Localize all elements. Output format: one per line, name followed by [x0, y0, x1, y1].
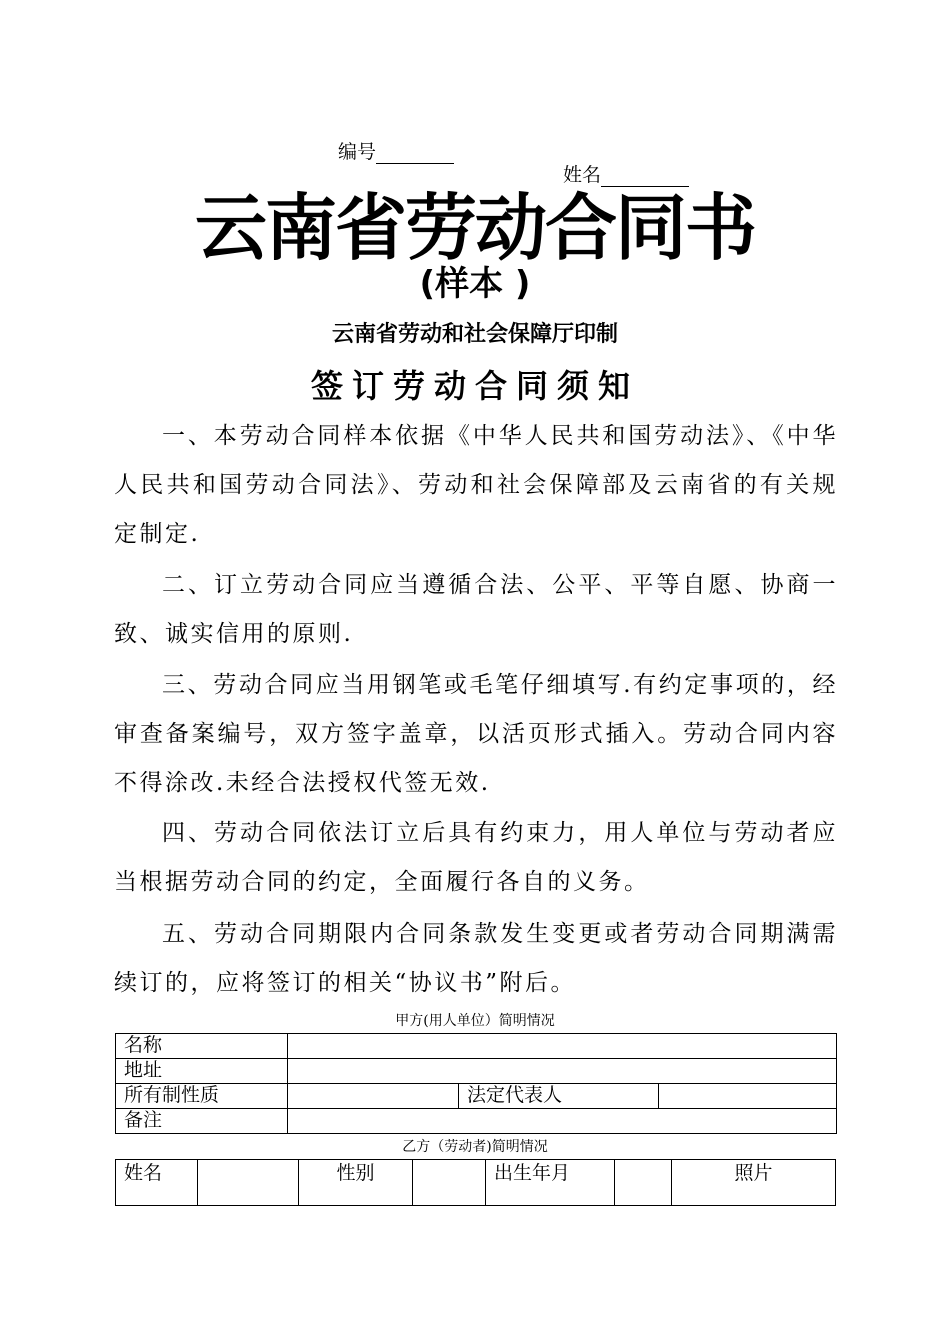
holder-name-blank[interactable] [601, 166, 689, 187]
party-b-birth-label: 出生年月 [486, 1160, 615, 1206]
party-a-address-label: 地址 [116, 1059, 288, 1084]
party-a-caption: 甲方(用人单位）简明情况 [395, 1013, 555, 1029]
party-b-gender-input[interactable] [413, 1160, 486, 1206]
party-a-ownership-input[interactable] [288, 1084, 459, 1109]
party-b-photo-label: 照片 [672, 1160, 836, 1206]
notice-paragraph: 四、劳动合同依法订立后具有约束力，用人单位与劳动者应当根据劳动合同的约定，全面履行各自的义务。 [114, 820, 838, 895]
party-a-name-input[interactable] [288, 1034, 837, 1059]
party-b-table [115, 1159, 836, 1206]
notice-paragraph: 五、劳动合同期限内合同条款发生变更或者劳动合同期满需续订的，应将签订的相关“协议书”附后。 [114, 921, 838, 996]
contract-number-field [338, 140, 454, 164]
table-row [116, 1160, 836, 1206]
holder-name-label: 姓名 [563, 164, 602, 186]
party-b-birth-input[interactable] [615, 1160, 672, 1206]
holder-name-field [563, 163, 689, 187]
party-b-name-input[interactable] [198, 1160, 299, 1206]
party-a-address-input[interactable] [288, 1059, 837, 1084]
party-a-ownership-label: 所有制性质 [116, 1084, 288, 1109]
notice-heading: 签订劳动合同须知 [310, 367, 639, 405]
contract-number-label: 编号 [338, 141, 377, 163]
table-row [116, 1084, 837, 1109]
party-a-remarks-label: 备注 [116, 1109, 288, 1134]
party-a-name-label: 名称 [116, 1034, 288, 1059]
party-a-table [115, 1033, 837, 1134]
notice-paragraph: 一、本劳动合同样本依据《中华人民共和国劳动法》、《中华人民共和国劳动合同法》、劳动和社会保障部及云南省的有关规定制定. [114, 423, 838, 547]
publisher-line: 云南省劳动和社会保障厅印制 [331, 322, 618, 347]
table-row [116, 1109, 837, 1134]
notice-paragraph: 二、订立劳动合同应当遵循合法、公平、平等自愿、协商一致、诚实信用的原则. [114, 572, 838, 647]
party-a-legal-rep-label: 法定代表人 [459, 1084, 659, 1109]
party-b-caption: 乙方（劳动者)简明情况 [402, 1139, 548, 1155]
party-b-name-label: 姓名 [116, 1160, 198, 1206]
document-subtitle: (样本 ) [419, 264, 531, 304]
contract-number-blank[interactable] [376, 143, 454, 164]
table-row [116, 1034, 837, 1059]
party-a-remarks-input[interactable] [288, 1109, 837, 1134]
table-row [116, 1059, 837, 1084]
party-b-gender-label: 性别 [299, 1160, 413, 1206]
party-a-legal-rep-input[interactable] [659, 1084, 837, 1109]
notice-paragraph: 三、劳动合同应当用钢笔或毛笔仔细填写.有约定事项的，经审查备案编号，双方签字盖章，以活页形式插入。劳动合同内容不得涂改.未经合法授权代签无效. [114, 672, 838, 796]
document-title: 云南省劳动合同书 [194, 186, 755, 270]
